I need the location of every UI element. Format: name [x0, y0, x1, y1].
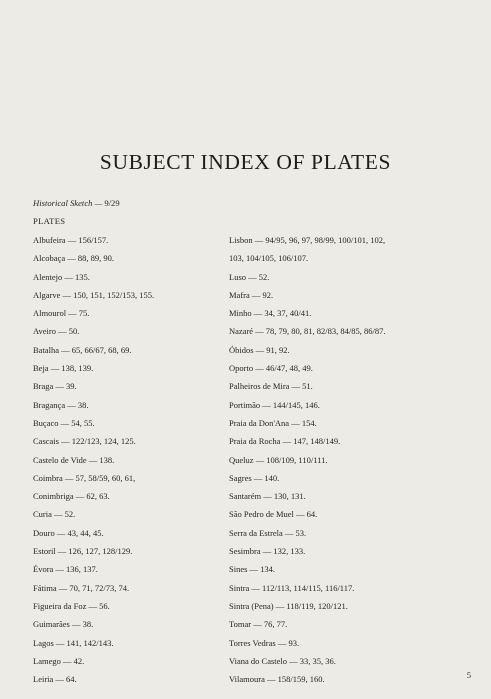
index-entry: Lamego — 42. [33, 655, 85, 666]
right-index-column [229, 235, 386, 692]
index-entry-text: Luso — 52. [229, 271, 270, 282]
index-entry: Braga — 39. [33, 381, 77, 392]
index-entry: Buçaco — 54, 55. [33, 417, 95, 428]
index-entry: Almourol — 75. [33, 308, 90, 319]
index-entry: Alentejo — 135. [33, 271, 90, 282]
index-entry [229, 674, 386, 692]
index-entry: Alcobaça — 88, 89, 90. [33, 253, 114, 264]
index-entry-text: Óbidos — 91, 92. [229, 344, 290, 355]
index-entry [229, 326, 386, 344]
index-entry [229, 509, 386, 527]
index-entry-text: Praia da Rocha — 147, 148/149. [229, 436, 341, 447]
index-entry [229, 381, 386, 399]
left-index-column [33, 235, 154, 692]
index-entry-text: Minho — 34, 37, 40/41. [229, 308, 312, 319]
index-entry: Cascais — 122/123, 124, 125. [33, 436, 136, 447]
index-entry [229, 363, 386, 381]
index-entry: Aveiro — 50. [33, 326, 80, 337]
index-entry-text: Sintra (Pena) — 118/119, 120/121. [229, 600, 348, 611]
index-entry: Castelo de Vide — 138. [33, 454, 115, 465]
historical-sketch-label: Historical Sketch — [33, 198, 103, 208]
page-number: 5 [466, 670, 471, 680]
index-entry [229, 473, 386, 491]
index-entry-text: São Pedro de Muel — 64. [229, 509, 318, 520]
index-entry: Beja — 138, 139. [33, 363, 94, 374]
index-entry [229, 308, 386, 326]
index-entry-text: Palheiros de Mira — 51. [229, 381, 313, 392]
page-title: SUBJECT INDEX OF PLATES [99, 150, 392, 174]
index-entry [229, 455, 386, 473]
index-entry: Curia — 52. [33, 509, 76, 520]
index-entry [229, 528, 386, 546]
index-entry [229, 583, 386, 601]
index-entry-text: Lisbon — 94/95, 96, 97, 98/99, 100/101, 102, [229, 235, 386, 245]
index-entry: Conimbriga — 62, 63. [33, 491, 110, 502]
index-entry: Évora — 136, 137. [33, 564, 98, 575]
index-entry-text: Mafra — 92. [229, 289, 274, 300]
index-entry: Batalha — 65, 66/67, 68, 69. [33, 344, 132, 355]
index-entry [229, 546, 386, 564]
index-entry-text: Sines — 134. [229, 564, 276, 575]
index-entry-text: Portimão — 144/145, 146. [229, 399, 320, 410]
index-entry: Algarve — 150, 151, 152/153, 155. [33, 289, 155, 300]
index-entry: Coimbra — 57, 58/59, 60, 61, [33, 472, 136, 483]
index-entry [229, 418, 386, 436]
index-entry: Bragança — 38. [33, 399, 89, 410]
historical-sketch-pages: 9/29 [104, 198, 120, 208]
index-entry: Leiria — 64. [33, 674, 77, 685]
index-entry: Figueira da Foz — 56. [33, 600, 110, 611]
index-entry [229, 656, 386, 674]
index-entry-text: Tomar — 76, 77. [229, 619, 288, 630]
index-entry [229, 638, 386, 656]
index-entry: Lagos — 141, 142/143. [33, 637, 114, 648]
index-entry [229, 564, 386, 582]
index-entry [229, 436, 386, 454]
index-entry [229, 235, 386, 272]
index-entry: Fátima — 70, 71, 72/73, 74. [33, 582, 130, 593]
index-entry-text: Sagres — 140. [229, 472, 280, 483]
index-entry-continuation: 103, 104/105, 106/107. [229, 253, 309, 264]
historical-sketch-entry [33, 198, 120, 208]
index-entry-text: Viana do Castelo — 33, 35, 36. [229, 655, 336, 666]
index-entry-text: Sintra — 112/113, 114/115, 116/117. [229, 582, 355, 593]
index-entry-text: Vilamoura — 158/159, 160. [229, 674, 325, 685]
index-entry: Albufeira — 156/157. [33, 235, 109, 245]
index-entry-text: Oporto — 46/47, 48, 49. [229, 363, 313, 374]
index-entry [229, 619, 386, 637]
index-entry-text: Queluz — 108/109, 110/111. [229, 454, 328, 465]
index-entry: Estoril — 126, 127, 128/129. [33, 546, 133, 557]
index-entry-text: Praia da Don'Ana — 154. [229, 417, 317, 428]
plates-heading: PLATES [33, 216, 66, 226]
index-entry [229, 601, 386, 619]
index-entry-text: Serra da Estrela — 53. [229, 527, 307, 538]
index-entry: Douro — 43, 44, 45. [33, 527, 104, 538]
index-entry [229, 491, 386, 509]
index-entry-text: Sesimbra — 132, 133. [229, 546, 306, 557]
index-entry-text: Santarém — 130, 131. [229, 491, 306, 502]
index-entry [229, 290, 386, 308]
index-entry [229, 272, 386, 290]
index-entry-text: Torres Vedras — 93. [229, 637, 300, 648]
index-entry [229, 345, 386, 363]
index-entry-text: Nazaré — 78, 79, 80, 81, 82/83, 84/85, 86/87. [229, 326, 386, 337]
index-entry [229, 400, 386, 418]
index-entry: Guimarães — 38. [33, 619, 94, 630]
